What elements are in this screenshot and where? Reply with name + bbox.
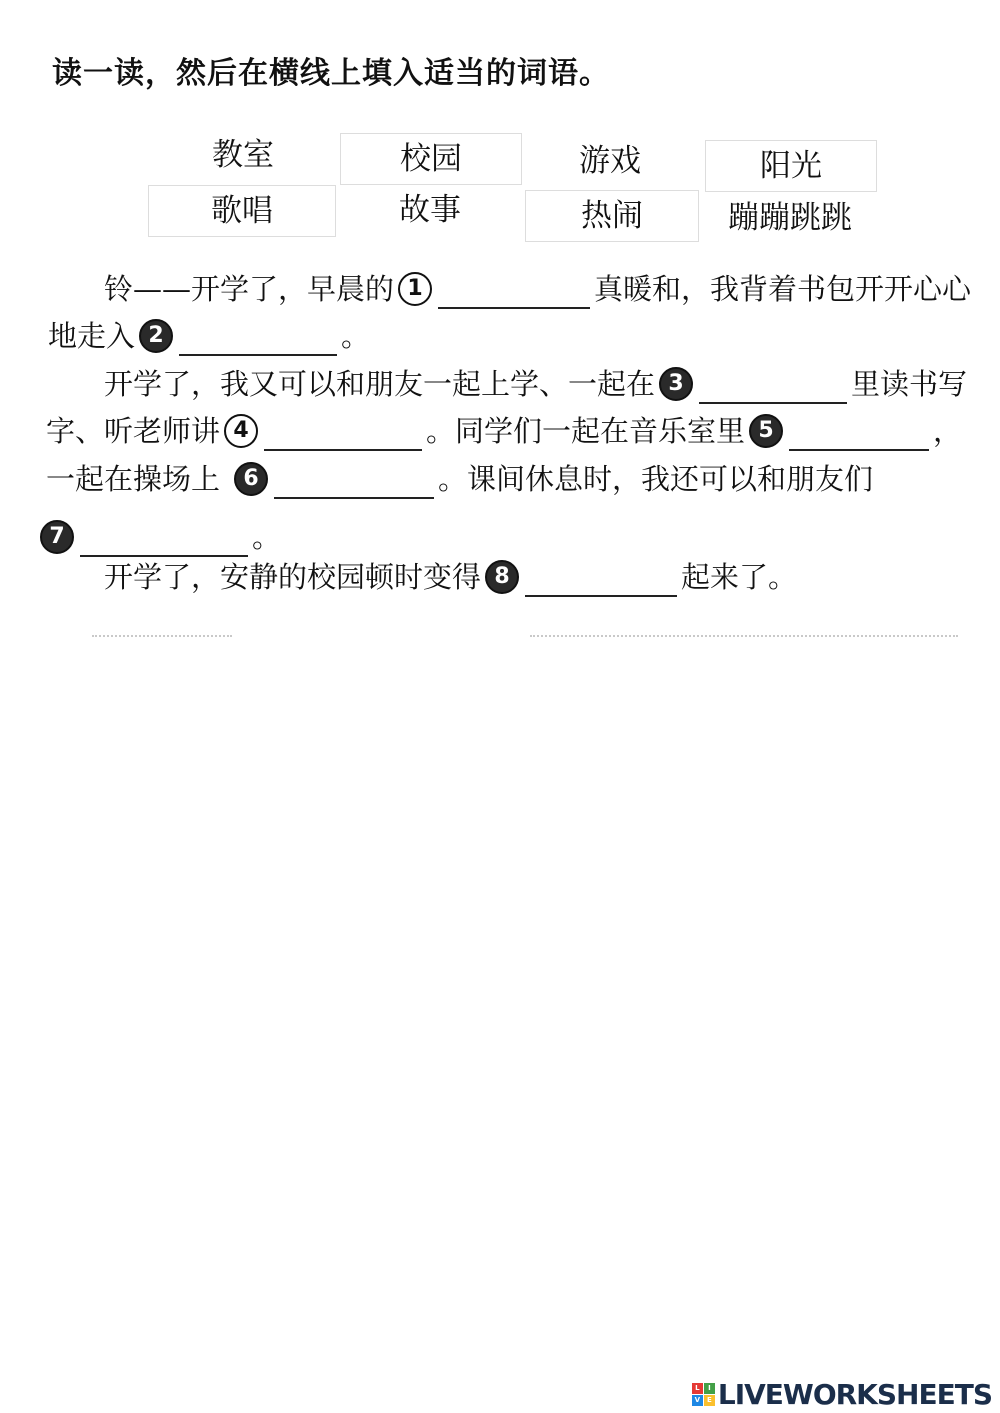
passage-line <box>48 314 370 356</box>
blank-number-badge: 2 <box>139 319 173 353</box>
blank-number-badge: 8 <box>485 560 519 594</box>
passage-line <box>46 457 873 499</box>
passage-text: 。 <box>341 319 371 353</box>
logo-letter: E <box>704 1395 715 1406</box>
blank-3-input[interactable] <box>699 380 847 404</box>
passage-text: 字、听老师讲 <box>46 414 221 448</box>
blank-1-input[interactable] <box>438 285 590 309</box>
blank-5-input[interactable] <box>789 427 929 451</box>
passage-text: ， <box>933 414 963 448</box>
passage-text: 铃——开学了，早晨的 <box>104 272 395 306</box>
passage-text: 里读书写 <box>851 367 968 401</box>
word-bank-item: 游戏 <box>579 143 641 179</box>
blank-number-badge: 4 <box>224 414 258 448</box>
logo-letter: L <box>692 1383 703 1394</box>
word-bank-item: 蹦蹦跳跳 <box>728 200 852 236</box>
passage-text: 地走入 <box>48 319 136 353</box>
passage-text: 一起在操场上 <box>46 462 221 496</box>
blank-6-input[interactable] <box>274 475 434 499</box>
passage-line <box>104 267 971 309</box>
word-bank-item: 校园 <box>340 133 522 185</box>
word-bank-item: 故事 <box>399 192 461 228</box>
passage-text: 。 <box>252 520 282 554</box>
passage-line <box>104 362 967 404</box>
blank-4-input[interactable] <box>264 427 422 451</box>
passage-text: 。课间休息时，我还可以和朋友们 <box>438 462 874 496</box>
liveworksheets-brand <box>692 1378 992 1411</box>
word-bank-item: 热闹 <box>525 190 699 242</box>
passage-line <box>40 515 281 557</box>
blank-2-input[interactable] <box>179 332 337 356</box>
logo-letter: I <box>704 1383 715 1394</box>
passage-text: 真暖和，我背着书包开开心心 <box>594 272 972 306</box>
instruction-heading: 读一读，然后在横线上填入适当的词语。 <box>52 56 610 91</box>
passage-text: 开学了，我又可以和朋友一起上学、一起在 <box>104 367 656 401</box>
scan-edge-line <box>92 635 232 637</box>
word-bank-item: 教室 <box>212 137 274 173</box>
logo-letter: V <box>692 1395 703 1406</box>
blank-number-badge: 7 <box>40 520 74 554</box>
passage-text: 。同学们一起在音乐室里 <box>426 414 746 448</box>
blank-7-input[interactable] <box>80 533 248 557</box>
blank-number-badge: 5 <box>749 414 783 448</box>
word-bank-item: 歌唱 <box>148 185 336 237</box>
blank-number-badge: 3 <box>659 367 693 401</box>
word-bank-item: 阳光 <box>705 140 877 192</box>
blank-number-badge: 1 <box>398 272 432 306</box>
brand-name: LIVEWORKSHEETS <box>717 1378 992 1411</box>
passage-line <box>46 409 962 451</box>
blank-8-input[interactable] <box>525 573 677 597</box>
blank-number-badge: 6 <box>234 462 268 496</box>
passage-text: 起来了。 <box>681 560 798 594</box>
scan-edge-line <box>530 635 958 637</box>
passage-text: 开学了，安静的校园顿时变得 <box>104 560 482 594</box>
liveworksheets-logo-icon <box>692 1383 716 1407</box>
passage-line <box>104 555 797 597</box>
